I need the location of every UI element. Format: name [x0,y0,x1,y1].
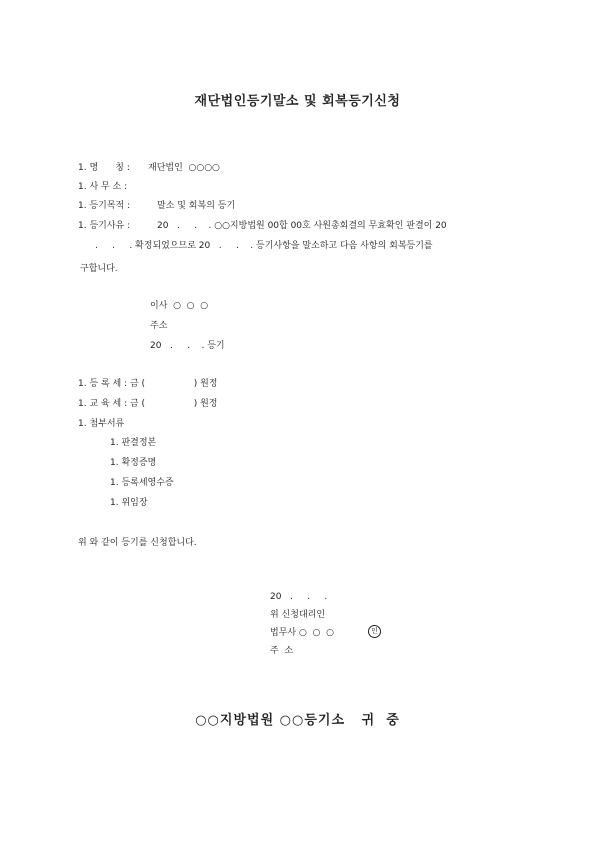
address-line: 주소 [150,321,168,331]
reason-label: 1. 등기사유 : [78,221,131,231]
seal-stamp: 인 [368,625,381,638]
education-tax-line: 1. 교 육 세 : 금 ( ) 원정 [78,399,218,409]
office-label: 1. 사 무 소 : [78,182,128,192]
attachment-item: 1. 확정증명 [110,458,157,468]
reason-line-2: . . . 확정되었으므로 20 . . . 등기사항을 말소하고 다음 사항의 회복등기를 [95,241,433,251]
attachment-item: 1. 등록세영수증 [110,478,174,488]
reason-line-1: 20 . . . ○○지방법원 00합 00호 사원총회결의 무효확인 판결이 20 [157,221,447,231]
director-line: 이사 ○ ○ ○ [150,301,209,311]
registration-date-line: 20 . . . 등기 [150,341,225,351]
application-date: 20 . . . [270,592,328,602]
lawyer-name: 법무사 ○ ○ ○ [270,628,334,638]
registry-office: ○○지방법원 ○○등기소 귀 중 [195,713,400,728]
attachments-label: 1. 첨부서류 [78,419,125,429]
applicant-address: 주 소 [270,646,294,656]
name-label: 1. 명 칭 : [78,163,130,173]
reason-line-3: 구합니다. [80,264,118,274]
registration-tax-line: 1. 등 록 세 : 금 ( ) 원정 [78,379,218,389]
closing-statement: 위 와 같이 등기를 신청합니다. [78,538,197,548]
attachment-item: 1. 위임장 [110,498,148,508]
attachment-item: 1. 판결정본 [110,438,157,448]
name-value: 재단법인 ○○○○ [148,163,220,173]
document-title: 재단법인등기말소 및 회복등기신청 [194,94,401,109]
purpose-value: 말소 및 회복의 등기 [157,201,236,211]
purpose-label: 1. 등기목적 : [78,201,131,211]
agent-label: 위 신청대리인 [270,610,326,620]
